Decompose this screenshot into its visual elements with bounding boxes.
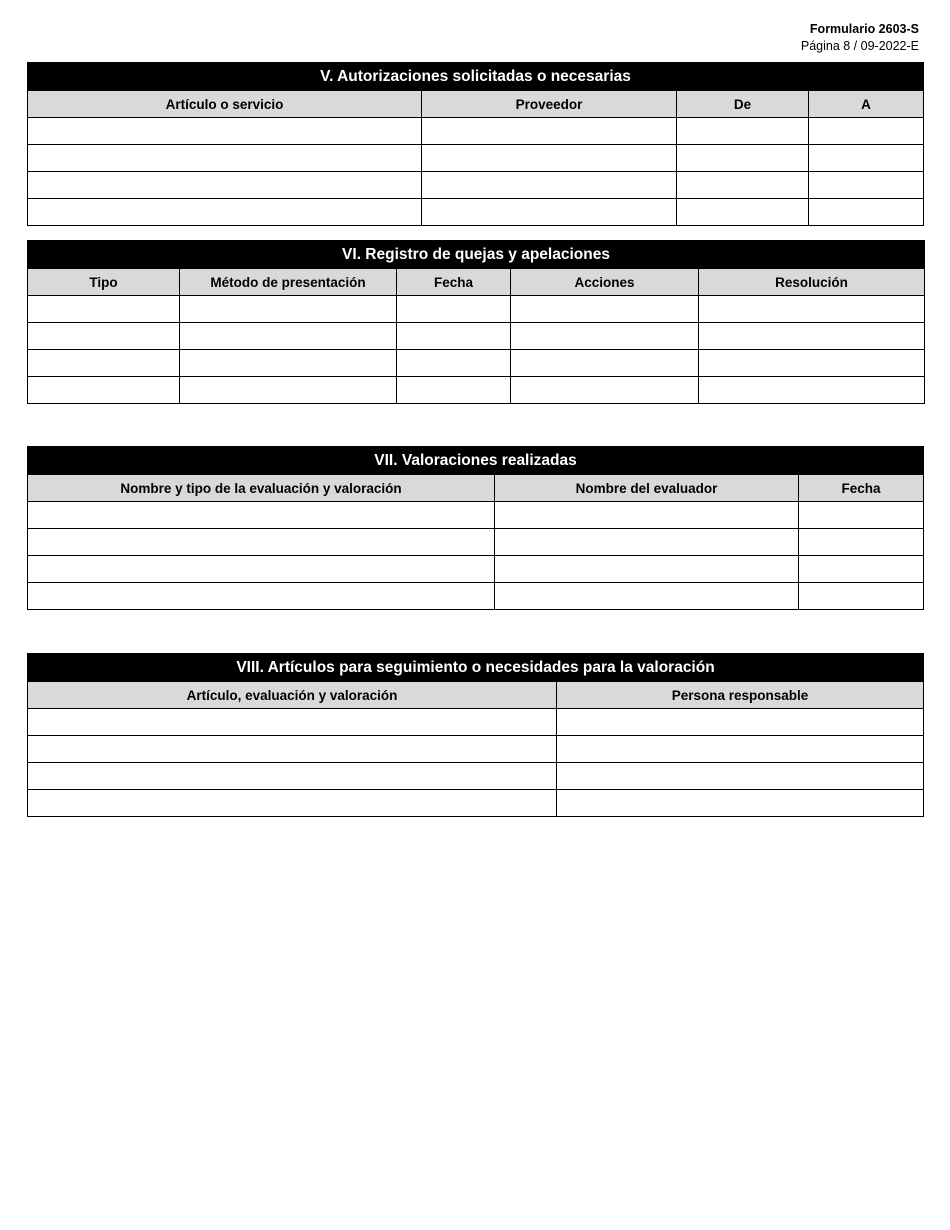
assessments-table xyxy=(27,446,924,610)
form-field[interactable] xyxy=(28,763,556,789)
table-cell xyxy=(799,556,924,583)
form-field[interactable] xyxy=(180,377,396,403)
section-title: V. Autorizaciones solicitadas o necesarias xyxy=(28,63,924,91)
form-field[interactable] xyxy=(28,736,556,762)
table-row xyxy=(28,199,924,226)
form-field[interactable] xyxy=(28,556,494,582)
table-cell xyxy=(422,172,677,199)
table-cell xyxy=(809,172,924,199)
section-assessments xyxy=(27,446,923,610)
form-field[interactable] xyxy=(699,296,924,322)
table-cell xyxy=(180,296,397,323)
form-field[interactable] xyxy=(511,323,698,349)
table-cell xyxy=(511,350,699,377)
follow-up-table xyxy=(27,653,924,817)
form-field[interactable] xyxy=(180,323,396,349)
table-row xyxy=(28,529,924,556)
table-cell xyxy=(495,556,799,583)
form-field[interactable] xyxy=(28,199,421,225)
table-cell xyxy=(28,583,495,610)
column-header-date: Fecha xyxy=(799,475,924,502)
form-field[interactable] xyxy=(28,323,179,349)
table-cell xyxy=(28,709,557,736)
form-field[interactable] xyxy=(799,583,923,609)
form-field[interactable] xyxy=(699,350,924,376)
table-cell xyxy=(28,377,180,404)
column-header-item: Artículo o servicio xyxy=(28,91,422,118)
form-field[interactable] xyxy=(809,172,923,198)
table-cell xyxy=(809,118,924,145)
column-header-responsible: Persona responsable xyxy=(557,682,924,709)
table-cell xyxy=(180,350,397,377)
table-row xyxy=(28,145,924,172)
column-header-resolution: Resolución xyxy=(699,269,925,296)
form-field[interactable] xyxy=(397,296,510,322)
form-number: Formulario 2603-S xyxy=(809,22,919,36)
table-row xyxy=(28,556,924,583)
form-field[interactable] xyxy=(809,199,923,225)
table-cell xyxy=(699,350,925,377)
form-field[interactable] xyxy=(397,323,510,349)
table-cell xyxy=(799,583,924,610)
table-cell xyxy=(28,763,557,790)
table-cell xyxy=(557,736,924,763)
form-field[interactable] xyxy=(677,199,808,225)
form-field[interactable] xyxy=(28,529,494,555)
table-cell xyxy=(397,323,511,350)
table-cell xyxy=(809,145,924,172)
column-header-item-assessment: Artículo, evaluación y valoración xyxy=(28,682,557,709)
form-field[interactable] xyxy=(180,296,396,322)
complaints-table xyxy=(27,240,925,404)
form-field[interactable] xyxy=(699,377,924,403)
table-cell xyxy=(677,172,809,199)
table-cell xyxy=(799,529,924,556)
table-cell xyxy=(557,790,924,817)
section-authorizations xyxy=(27,62,923,226)
form-field[interactable] xyxy=(422,118,676,144)
table-row xyxy=(28,736,924,763)
column-header-assessment-name: Nombre y tipo de la evaluación y valoración xyxy=(28,475,495,502)
form-field[interactable] xyxy=(677,172,808,198)
table-cell xyxy=(397,296,511,323)
table-row xyxy=(28,763,924,790)
column-header-to: A xyxy=(809,91,924,118)
form-field[interactable] xyxy=(28,172,421,198)
table-cell xyxy=(422,118,677,145)
table-cell xyxy=(495,529,799,556)
page-info: Página 8 / 09-2022-E xyxy=(800,39,919,53)
form-field[interactable] xyxy=(422,145,676,171)
table-cell xyxy=(28,350,180,377)
form-field[interactable] xyxy=(28,118,421,144)
form-field[interactable] xyxy=(557,709,923,735)
table-cell xyxy=(495,583,799,610)
table-cell xyxy=(397,377,511,404)
column-header-date: Fecha xyxy=(397,269,511,296)
table-cell xyxy=(799,502,924,529)
form-field[interactable] xyxy=(397,377,510,403)
table-cell xyxy=(699,296,925,323)
table-cell xyxy=(28,736,557,763)
table-cell xyxy=(28,790,557,817)
table-cell xyxy=(28,529,495,556)
table-cell xyxy=(699,377,925,404)
section-title: VIII. Artículos para seguimiento o necesidades para la valoración xyxy=(28,654,924,682)
form-field[interactable] xyxy=(557,736,923,762)
form-field[interactable] xyxy=(699,323,924,349)
form-field[interactable] xyxy=(495,502,798,528)
table-row xyxy=(28,296,925,323)
section-title: VI. Registro de quejas y apelaciones xyxy=(28,241,925,269)
form-field[interactable] xyxy=(28,296,179,322)
form-field[interactable] xyxy=(397,350,510,376)
table-cell xyxy=(28,145,422,172)
table-cell xyxy=(28,323,180,350)
table-cell xyxy=(677,118,809,145)
table-cell xyxy=(511,296,699,323)
table-row xyxy=(28,709,924,736)
form-field[interactable] xyxy=(557,790,923,816)
table-row xyxy=(28,118,924,145)
page-header xyxy=(801,21,919,55)
form-field[interactable] xyxy=(422,172,676,198)
column-header-type: Tipo xyxy=(28,269,180,296)
table-cell xyxy=(28,172,422,199)
table-cell xyxy=(180,323,397,350)
form-field[interactable] xyxy=(511,350,698,376)
table-row xyxy=(28,790,924,817)
section-follow-up xyxy=(27,653,923,817)
column-header-evaluator: Nombre del evaluador xyxy=(495,475,799,502)
table-cell xyxy=(511,323,699,350)
form-field[interactable] xyxy=(28,790,556,816)
table-row xyxy=(28,172,924,199)
form-field[interactable] xyxy=(809,118,923,144)
table-cell xyxy=(28,296,180,323)
table-cell xyxy=(495,502,799,529)
form-field[interactable] xyxy=(28,583,494,609)
table-cell xyxy=(809,199,924,226)
form-field[interactable] xyxy=(809,145,923,171)
column-header-from: De xyxy=(677,91,809,118)
form-field[interactable] xyxy=(180,350,396,376)
table-cell xyxy=(28,199,422,226)
form-field[interactable] xyxy=(557,763,923,789)
form-field[interactable] xyxy=(28,502,494,528)
form-field[interactable] xyxy=(422,199,676,225)
table-row xyxy=(28,583,924,610)
column-header-method: Método de presentación xyxy=(180,269,397,296)
form-field[interactable] xyxy=(28,145,421,171)
table-cell xyxy=(180,377,397,404)
section-title: VII. Valoraciones realizadas xyxy=(28,447,924,475)
form-field[interactable] xyxy=(799,529,923,555)
table-cell xyxy=(677,199,809,226)
table-row xyxy=(28,502,924,529)
table-row xyxy=(28,323,925,350)
table-cell xyxy=(422,199,677,226)
table-cell xyxy=(422,145,677,172)
table-row xyxy=(28,377,925,404)
section-complaints xyxy=(27,240,924,404)
table-cell xyxy=(557,763,924,790)
form-field[interactable] xyxy=(799,556,923,582)
column-header-provider: Proveedor xyxy=(422,91,677,118)
form-field[interactable] xyxy=(28,377,179,403)
table-cell xyxy=(397,350,511,377)
form-field[interactable] xyxy=(28,350,179,376)
authorizations-table xyxy=(27,62,924,226)
table-cell xyxy=(28,118,422,145)
table-cell xyxy=(699,323,925,350)
table-cell xyxy=(677,145,809,172)
column-header-actions: Acciones xyxy=(511,269,699,296)
table-row xyxy=(28,350,925,377)
table-cell xyxy=(28,556,495,583)
table-cell xyxy=(511,377,699,404)
form-field[interactable] xyxy=(511,377,698,403)
form-field[interactable] xyxy=(677,118,808,144)
form-field[interactable] xyxy=(495,583,798,609)
form-field[interactable] xyxy=(511,296,698,322)
form-field[interactable] xyxy=(495,529,798,555)
form-field[interactable] xyxy=(799,502,923,528)
form-field[interactable] xyxy=(677,145,808,171)
form-field[interactable] xyxy=(495,556,798,582)
form-field[interactable] xyxy=(28,709,556,735)
table-cell xyxy=(557,709,924,736)
table-cell xyxy=(28,502,495,529)
